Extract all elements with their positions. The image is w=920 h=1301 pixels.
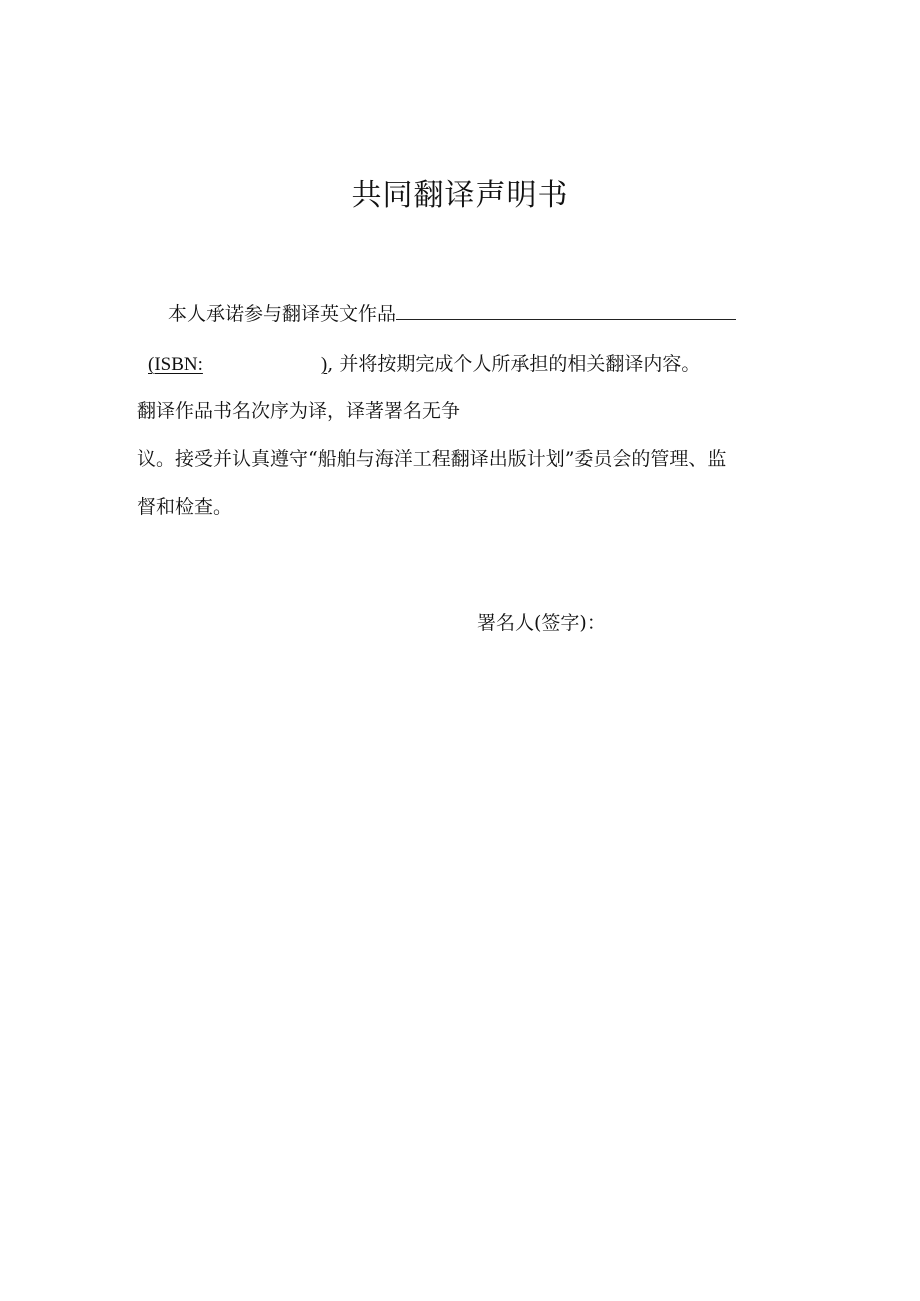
- isbn-field: [148, 354, 327, 375]
- inspection-text: 督和检查。: [137, 496, 233, 518]
- paragraph-line-2: [148, 351, 700, 378]
- document-title: 共同翻译声明书: [351, 178, 569, 213]
- paragraph-line-4: [137, 446, 726, 472]
- completion-text: , 并将按期完成个人所承担的相关翻译内容。: [327, 353, 701, 375]
- book-title-blank: [396, 305, 736, 320]
- signature-line: [477, 610, 606, 636]
- compliance-text: 议。接受并认真遵守“船舶与海洋工程翻译出版计划”委员会的管理、监: [137, 448, 727, 470]
- commitment-text: 本人承诺参与翻译英文作品: [168, 303, 397, 325]
- paragraph-line-3: [137, 398, 460, 424]
- paragraph-line-5: [137, 494, 232, 520]
- paragraph-line-1: [168, 301, 736, 327]
- isbn-label: (ISBN:: [148, 354, 203, 375]
- signature-order-text: 翻译作品书名次序为译，译著署名无争: [137, 400, 461, 422]
- signature-label: 署名人(签字)：: [477, 612, 606, 634]
- isbn-close: ): [320, 354, 328, 375]
